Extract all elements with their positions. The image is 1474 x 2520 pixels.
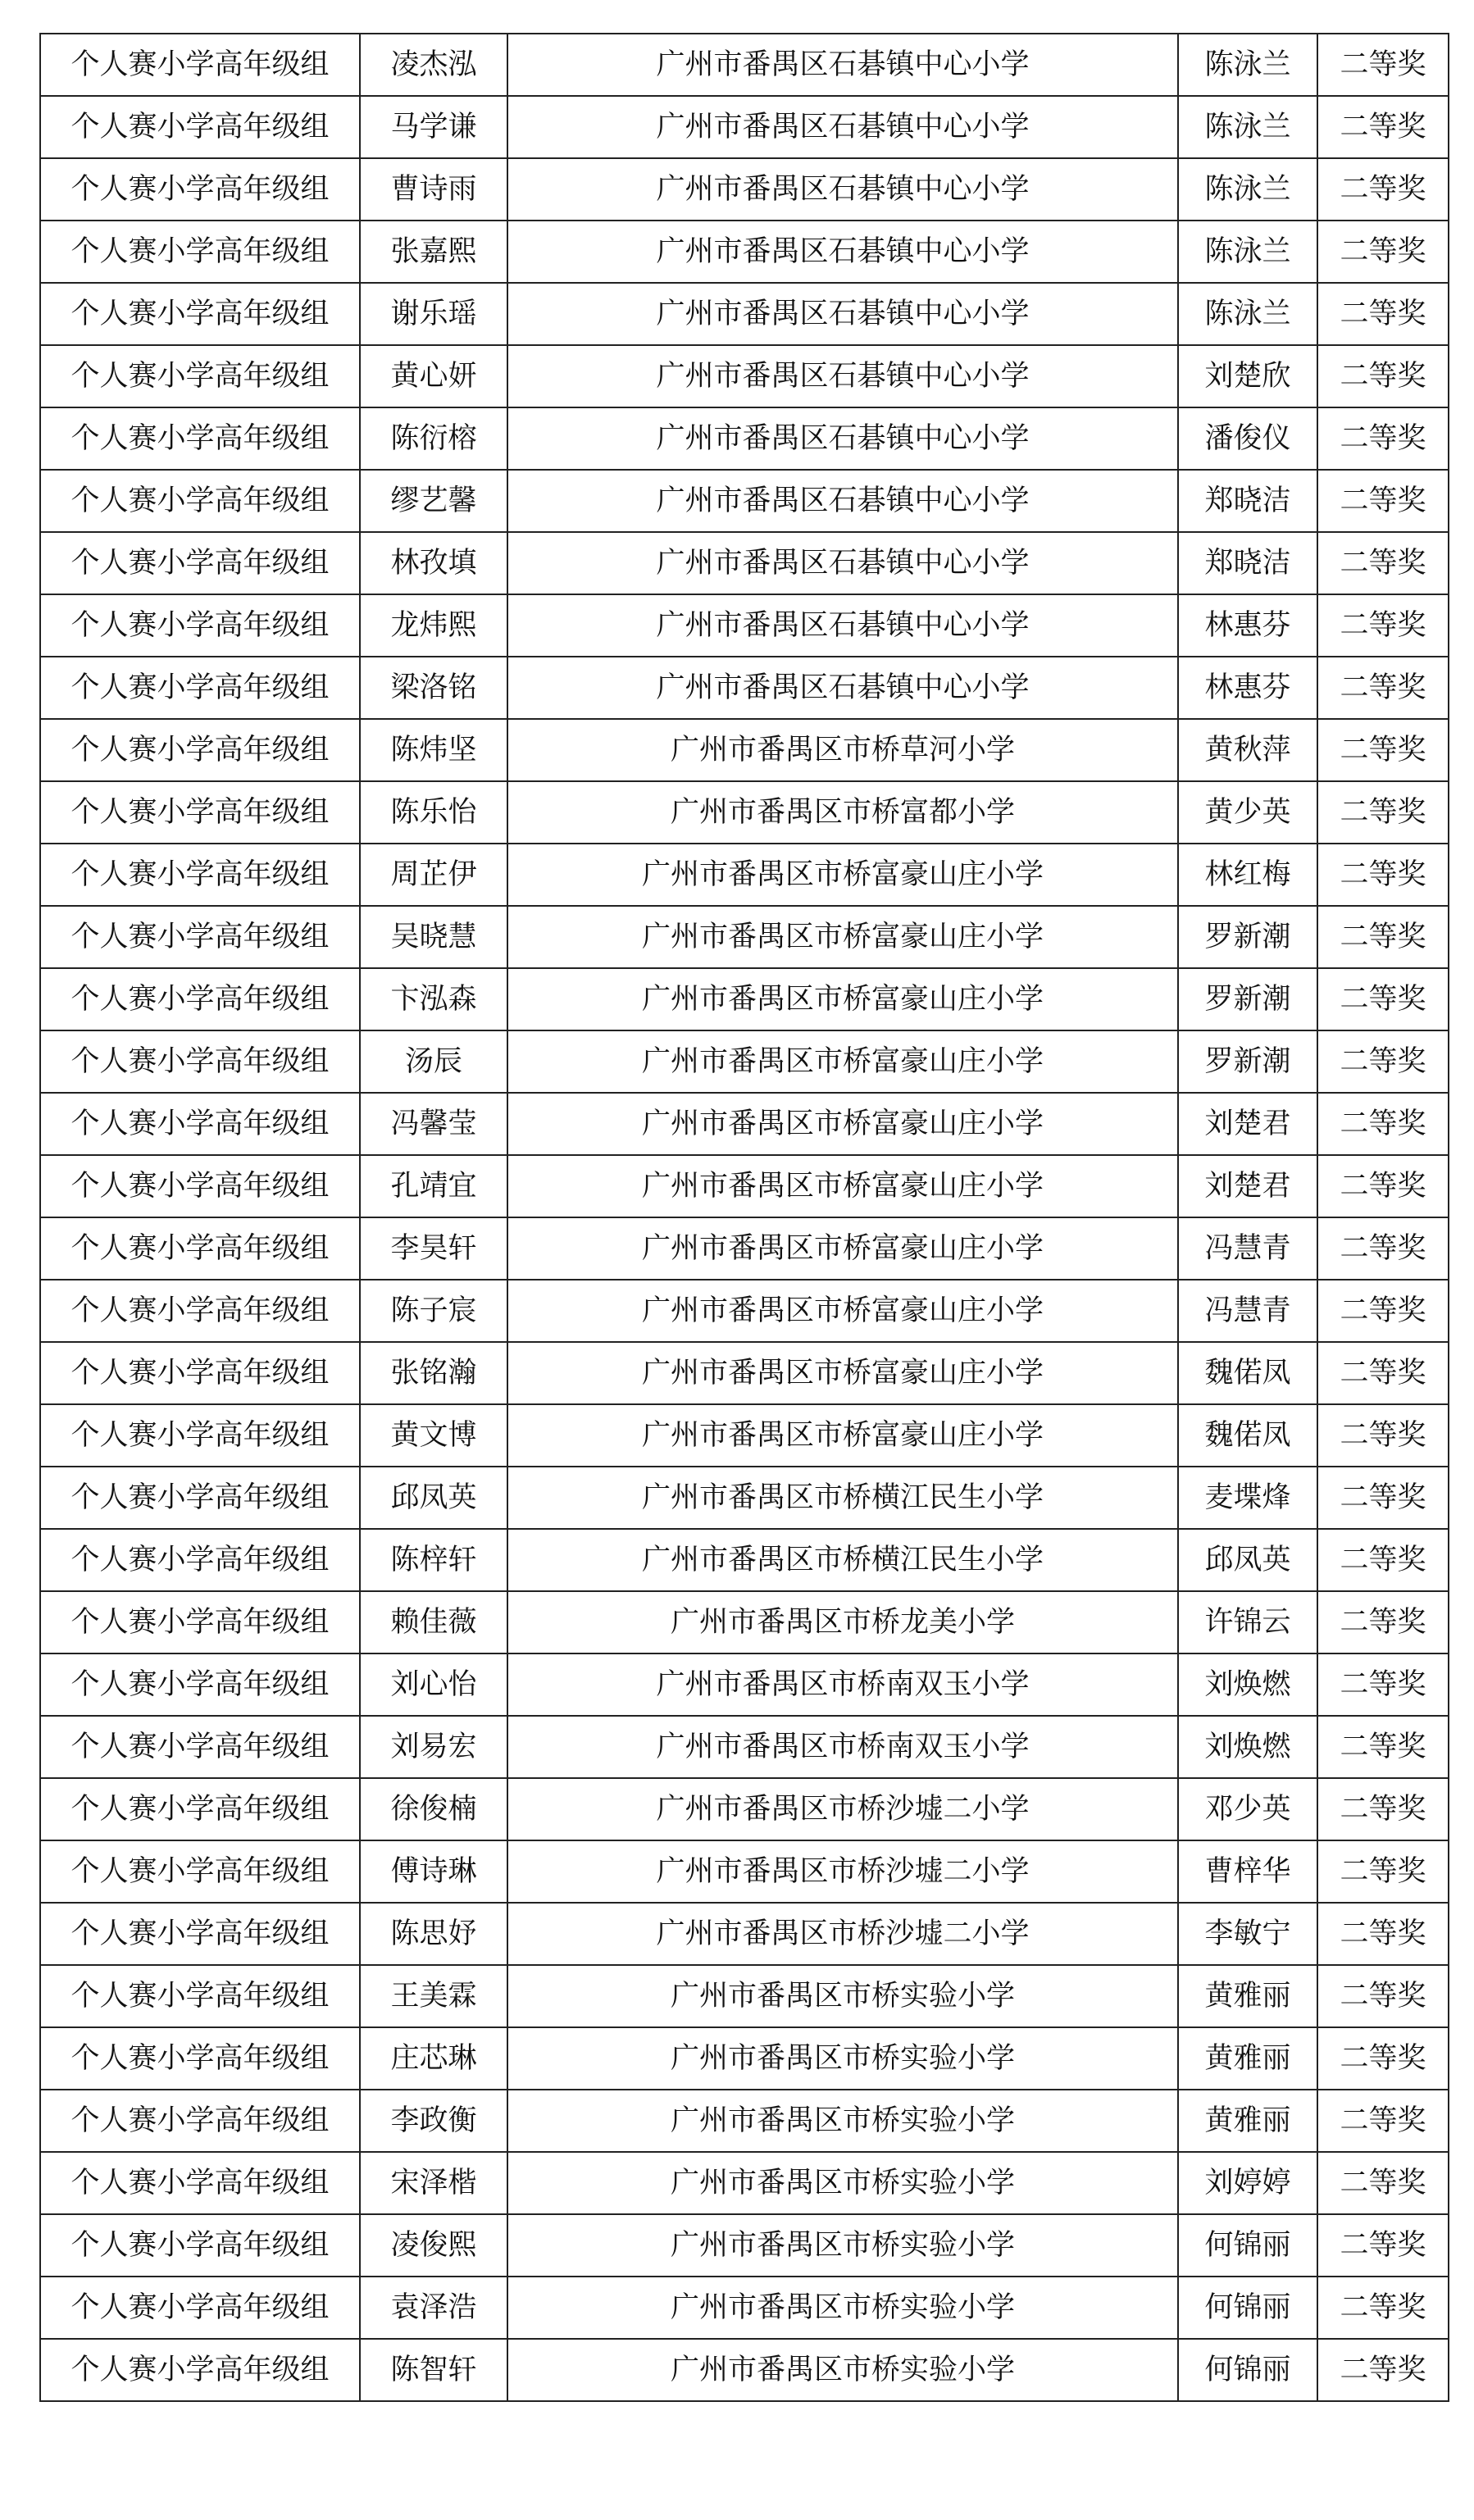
student-name-cell: 王美霖: [360, 1965, 507, 2027]
table-row: [40, 594, 1449, 657]
student-name-cell: 周芷伊: [360, 844, 507, 906]
category-cell: 个人赛小学高年级组: [40, 345, 360, 407]
table-row: [40, 2027, 1449, 2090]
award-cell: 二等奖: [1317, 283, 1449, 345]
table-row: [40, 906, 1449, 968]
teacher-cell: 郑晓洁: [1178, 470, 1317, 532]
student-name-cell: 赖佳薇: [360, 1591, 507, 1653]
school-cell: 广州市番禺区市桥富豪山庄小学: [507, 1155, 1178, 1217]
school-cell: 广州市番禺区市桥草河小学: [507, 719, 1178, 781]
award-cell: 二等奖: [1317, 407, 1449, 470]
table-row: [40, 532, 1449, 594]
teacher-cell: 刘楚君: [1178, 1093, 1317, 1155]
award-table: [39, 33, 1449, 2402]
table-row: [40, 1653, 1449, 1716]
table-row: [40, 1030, 1449, 1093]
category-cell: 个人赛小学高年级组: [40, 1030, 360, 1093]
student-name-cell: 陈衍榕: [360, 407, 507, 470]
school-cell: 广州市番禺区市桥实验小学: [507, 1965, 1178, 2027]
table-row: [40, 968, 1449, 1030]
teacher-cell: 魏偌凤: [1178, 1342, 1317, 1404]
table-row: [40, 283, 1449, 345]
table-row: [40, 1529, 1449, 1591]
award-cell: 二等奖: [1317, 2214, 1449, 2277]
teacher-cell: 刘婷婷: [1178, 2152, 1317, 2214]
category-cell: 个人赛小学高年级组: [40, 34, 360, 96]
teacher-cell: 陈泳兰: [1178, 283, 1317, 345]
teacher-cell: 麦堞烽: [1178, 1467, 1317, 1529]
school-cell: 广州市番禺区市桥富豪山庄小学: [507, 1342, 1178, 1404]
category-cell: 个人赛小学高年级组: [40, 968, 360, 1030]
teacher-cell: 潘俊仪: [1178, 407, 1317, 470]
award-cell: 二等奖: [1317, 2277, 1449, 2339]
table-row: [40, 345, 1449, 407]
student-name-cell: 邱凤英: [360, 1467, 507, 1529]
school-cell: 广州市番禺区石碁镇中心小学: [507, 96, 1178, 158]
award-cell: 二等奖: [1317, 34, 1449, 96]
award-cell: 二等奖: [1317, 1903, 1449, 1965]
award-cell: 二等奖: [1317, 906, 1449, 968]
category-cell: 个人赛小学高年级组: [40, 2277, 360, 2339]
table-row: [40, 158, 1449, 221]
category-cell: 个人赛小学高年级组: [40, 719, 360, 781]
category-cell: 个人赛小学高年级组: [40, 1155, 360, 1217]
award-cell: 二等奖: [1317, 1467, 1449, 1529]
category-cell: 个人赛小学高年级组: [40, 407, 360, 470]
category-cell: 个人赛小学高年级组: [40, 781, 360, 844]
school-cell: 广州市番禺区市桥龙美小学: [507, 1591, 1178, 1653]
table-row: [40, 2090, 1449, 2152]
student-name-cell: 陈子宸: [360, 1280, 507, 1342]
teacher-cell: 黄秋萍: [1178, 719, 1317, 781]
teacher-cell: 刘焕燃: [1178, 1653, 1317, 1716]
student-name-cell: 谢乐瑶: [360, 283, 507, 345]
table-row: [40, 1903, 1449, 1965]
category-cell: 个人赛小学高年级组: [40, 1778, 360, 1840]
student-name-cell: 袁泽浩: [360, 2277, 507, 2339]
teacher-cell: 黄少英: [1178, 781, 1317, 844]
table-row: [40, 1093, 1449, 1155]
school-cell: 广州市番禺区市桥横江民生小学: [507, 1467, 1178, 1529]
table-row: [40, 1591, 1449, 1653]
teacher-cell: 许锦云: [1178, 1591, 1317, 1653]
award-cell: 二等奖: [1317, 1030, 1449, 1093]
table-row: [40, 2339, 1449, 2401]
category-cell: 个人赛小学高年级组: [40, 283, 360, 345]
student-name-cell: 冯馨莹: [360, 1093, 507, 1155]
award-cell: 二等奖: [1317, 96, 1449, 158]
student-name-cell: 缪艺馨: [360, 470, 507, 532]
student-name-cell: 傅诗琳: [360, 1840, 507, 1903]
school-cell: 广州市番禺区石碁镇中心小学: [507, 657, 1178, 719]
table-row: [40, 657, 1449, 719]
teacher-cell: 林红梅: [1178, 844, 1317, 906]
category-cell: 个人赛小学高年级组: [40, 1840, 360, 1903]
teacher-cell: 黄雅丽: [1178, 2027, 1317, 2090]
student-name-cell: 陈思妤: [360, 1903, 507, 1965]
school-cell: 广州市番禺区石碁镇中心小学: [507, 470, 1178, 532]
category-cell: 个人赛小学高年级组: [40, 1280, 360, 1342]
award-cell: 二等奖: [1317, 221, 1449, 283]
student-name-cell: 刘心怡: [360, 1653, 507, 1716]
student-name-cell: 凌俊熙: [360, 2214, 507, 2277]
teacher-cell: 魏偌凤: [1178, 1404, 1317, 1467]
school-cell: 广州市番禺区市桥沙墟二小学: [507, 1903, 1178, 1965]
student-name-cell: 徐俊楠: [360, 1778, 507, 1840]
student-name-cell: 黄文博: [360, 1404, 507, 1467]
student-name-cell: 卞泓森: [360, 968, 507, 1030]
table-row: [40, 96, 1449, 158]
table-row: [40, 1404, 1449, 1467]
award-cell: 二等奖: [1317, 781, 1449, 844]
teacher-cell: 冯慧青: [1178, 1217, 1317, 1280]
table-row: [40, 719, 1449, 781]
award-cell: 二等奖: [1317, 1342, 1449, 1404]
category-cell: 个人赛小学高年级组: [40, 1404, 360, 1467]
student-name-cell: 张嘉熙: [360, 221, 507, 283]
school-cell: 广州市番禺区石碁镇中心小学: [507, 283, 1178, 345]
table-row: [40, 1778, 1449, 1840]
award-cell: 二等奖: [1317, 594, 1449, 657]
table-row: [40, 1342, 1449, 1404]
school-cell: 广州市番禺区市桥富豪山庄小学: [507, 1093, 1178, 1155]
category-cell: 个人赛小学高年级组: [40, 470, 360, 532]
teacher-cell: 陈泳兰: [1178, 34, 1317, 96]
table-row: [40, 2152, 1449, 2214]
school-cell: 广州市番禺区市桥沙墟二小学: [507, 1840, 1178, 1903]
award-cell: 二等奖: [1317, 2339, 1449, 2401]
award-cell: 二等奖: [1317, 1653, 1449, 1716]
teacher-cell: 黄雅丽: [1178, 2090, 1317, 2152]
award-cell: 二等奖: [1317, 719, 1449, 781]
category-cell: 个人赛小学高年级组: [40, 1529, 360, 1591]
award-cell: 二等奖: [1317, 1155, 1449, 1217]
category-cell: 个人赛小学高年级组: [40, 906, 360, 968]
teacher-cell: 罗新潮: [1178, 906, 1317, 968]
category-cell: 个人赛小学高年级组: [40, 532, 360, 594]
school-cell: 广州市番禺区市桥实验小学: [507, 2214, 1178, 2277]
teacher-cell: 邓少英: [1178, 1778, 1317, 1840]
table-row: [40, 2277, 1449, 2339]
student-name-cell: 陈智轩: [360, 2339, 507, 2401]
teacher-cell: 曹梓华: [1178, 1840, 1317, 1903]
table-row: [40, 1467, 1449, 1529]
category-cell: 个人赛小学高年级组: [40, 2339, 360, 2401]
student-name-cell: 陈炜坚: [360, 719, 507, 781]
award-cell: 二等奖: [1317, 345, 1449, 407]
school-cell: 广州市番禺区市桥沙墟二小学: [507, 1778, 1178, 1840]
student-name-cell: 吴晓慧: [360, 906, 507, 968]
table-row: [40, 1840, 1449, 1903]
student-name-cell: 刘易宏: [360, 1716, 507, 1778]
table-row: [40, 407, 1449, 470]
school-cell: 广州市番禺区市桥富豪山庄小学: [507, 844, 1178, 906]
category-cell: 个人赛小学高年级组: [40, 1467, 360, 1529]
award-cell: 二等奖: [1317, 1404, 1449, 1467]
teacher-cell: 林惠芬: [1178, 594, 1317, 657]
table-row: [40, 1217, 1449, 1280]
school-cell: 广州市番禺区石碁镇中心小学: [507, 594, 1178, 657]
teacher-cell: 何锦丽: [1178, 2214, 1317, 2277]
student-name-cell: 凌杰泓: [360, 34, 507, 96]
school-cell: 广州市番禺区市桥富豪山庄小学: [507, 1030, 1178, 1093]
school-cell: 广州市番禺区市桥南双玉小学: [507, 1716, 1178, 1778]
school-cell: 广州市番禺区市桥实验小学: [507, 2027, 1178, 2090]
award-table-body: [40, 34, 1449, 2401]
table-row: [40, 1716, 1449, 1778]
award-cell: 二等奖: [1317, 158, 1449, 221]
table-row: [40, 1280, 1449, 1342]
school-cell: 广州市番禺区市桥实验小学: [507, 2152, 1178, 2214]
school-cell: 广州市番禺区市桥横江民生小学: [507, 1529, 1178, 1591]
teacher-cell: 刘楚君: [1178, 1155, 1317, 1217]
category-cell: 个人赛小学高年级组: [40, 96, 360, 158]
table-row: [40, 844, 1449, 906]
category-cell: 个人赛小学高年级组: [40, 2152, 360, 2214]
student-name-cell: 庄芯琳: [360, 2027, 507, 2090]
award-cell: 二等奖: [1317, 1591, 1449, 1653]
teacher-cell: 黄雅丽: [1178, 1965, 1317, 2027]
category-cell: 个人赛小学高年级组: [40, 1653, 360, 1716]
award-cell: 二等奖: [1317, 2027, 1449, 2090]
category-cell: 个人赛小学高年级组: [40, 1093, 360, 1155]
award-cell: 二等奖: [1317, 1529, 1449, 1591]
category-cell: 个人赛小学高年级组: [40, 594, 360, 657]
category-cell: 个人赛小学高年级组: [40, 1591, 360, 1653]
school-cell: 广州市番禺区市桥富豪山庄小学: [507, 1280, 1178, 1342]
school-cell: 广州市番禺区石碁镇中心小学: [507, 532, 1178, 594]
teacher-cell: 何锦丽: [1178, 2277, 1317, 2339]
table-row: [40, 1155, 1449, 1217]
student-name-cell: 梁洛铭: [360, 657, 507, 719]
category-cell: 个人赛小学高年级组: [40, 1342, 360, 1404]
table-row: [40, 470, 1449, 532]
school-cell: 广州市番禺区市桥富豪山庄小学: [507, 1404, 1178, 1467]
award-cell: 二等奖: [1317, 844, 1449, 906]
school-cell: 广州市番禺区市桥实验小学: [507, 2339, 1178, 2401]
student-name-cell: 陈乐怡: [360, 781, 507, 844]
teacher-cell: 冯慧青: [1178, 1280, 1317, 1342]
category-cell: 个人赛小学高年级组: [40, 1217, 360, 1280]
school-cell: 广州市番禺区石碁镇中心小学: [507, 158, 1178, 221]
award-cell: 二等奖: [1317, 1840, 1449, 1903]
category-cell: 个人赛小学高年级组: [40, 844, 360, 906]
table-row: [40, 1965, 1449, 2027]
student-name-cell: 黄心妍: [360, 345, 507, 407]
table-row: [40, 781, 1449, 844]
teacher-cell: 罗新潮: [1178, 1030, 1317, 1093]
award-cell: 二等奖: [1317, 470, 1449, 532]
student-name-cell: 龙炜熙: [360, 594, 507, 657]
table-row: [40, 2214, 1449, 2277]
teacher-cell: 何锦丽: [1178, 2339, 1317, 2401]
award-cell: 二等奖: [1317, 2152, 1449, 2214]
teacher-cell: 林惠芬: [1178, 657, 1317, 719]
table-row: [40, 34, 1449, 96]
student-name-cell: 李政衡: [360, 2090, 507, 2152]
category-cell: 个人赛小学高年级组: [40, 221, 360, 283]
school-cell: 广州市番禺区市桥实验小学: [507, 2277, 1178, 2339]
student-name-cell: 马学谦: [360, 96, 507, 158]
school-cell: 广州市番禺区石碁镇中心小学: [507, 345, 1178, 407]
category-cell: 个人赛小学高年级组: [40, 2090, 360, 2152]
award-cell: 二等奖: [1317, 1280, 1449, 1342]
award-cell: 二等奖: [1317, 1965, 1449, 2027]
award-cell: 二等奖: [1317, 968, 1449, 1030]
award-cell: 二等奖: [1317, 1778, 1449, 1840]
school-cell: 广州市番禺区市桥富都小学: [507, 781, 1178, 844]
student-name-cell: 汤辰: [360, 1030, 507, 1093]
award-cell: 二等奖: [1317, 1716, 1449, 1778]
school-cell: 广州市番禺区市桥富豪山庄小学: [507, 968, 1178, 1030]
award-cell: 二等奖: [1317, 2090, 1449, 2152]
category-cell: 个人赛小学高年级组: [40, 657, 360, 719]
teacher-cell: 陈泳兰: [1178, 221, 1317, 283]
student-name-cell: 宋泽楷: [360, 2152, 507, 2214]
award-cell: 二等奖: [1317, 657, 1449, 719]
teacher-cell: 陈泳兰: [1178, 96, 1317, 158]
teacher-cell: 刘楚欣: [1178, 345, 1317, 407]
teacher-cell: 罗新潮: [1178, 968, 1317, 1030]
student-name-cell: 林孜填: [360, 532, 507, 594]
award-cell: 二等奖: [1317, 1217, 1449, 1280]
school-cell: 广州市番禺区市桥富豪山庄小学: [507, 906, 1178, 968]
student-name-cell: 陈梓轩: [360, 1529, 507, 1591]
category-cell: 个人赛小学高年级组: [40, 1716, 360, 1778]
category-cell: 个人赛小学高年级组: [40, 158, 360, 221]
school-cell: 广州市番禺区市桥南双玉小学: [507, 1653, 1178, 1716]
award-cell: 二等奖: [1317, 532, 1449, 594]
teacher-cell: 李敏宁: [1178, 1903, 1317, 1965]
school-cell: 广州市番禺区市桥实验小学: [507, 2090, 1178, 2152]
teacher-cell: 邱凤英: [1178, 1529, 1317, 1591]
school-cell: 广州市番禺区石碁镇中心小学: [507, 34, 1178, 96]
school-cell: 广州市番禺区石碁镇中心小学: [507, 407, 1178, 470]
category-cell: 个人赛小学高年级组: [40, 2027, 360, 2090]
table-row: [40, 221, 1449, 283]
student-name-cell: 曹诗雨: [360, 158, 507, 221]
category-cell: 个人赛小学高年级组: [40, 1903, 360, 1965]
category-cell: 个人赛小学高年级组: [40, 1965, 360, 2027]
student-name-cell: 孔靖宜: [360, 1155, 507, 1217]
student-name-cell: 李昊轩: [360, 1217, 507, 1280]
teacher-cell: 郑晓洁: [1178, 532, 1317, 594]
student-name-cell: 张铭瀚: [360, 1342, 507, 1404]
school-cell: 广州市番禺区石碁镇中心小学: [507, 221, 1178, 283]
teacher-cell: 刘焕燃: [1178, 1716, 1317, 1778]
school-cell: 广州市番禺区市桥富豪山庄小学: [507, 1217, 1178, 1280]
award-cell: 二等奖: [1317, 1093, 1449, 1155]
category-cell: 个人赛小学高年级组: [40, 2214, 360, 2277]
teacher-cell: 陈泳兰: [1178, 158, 1317, 221]
